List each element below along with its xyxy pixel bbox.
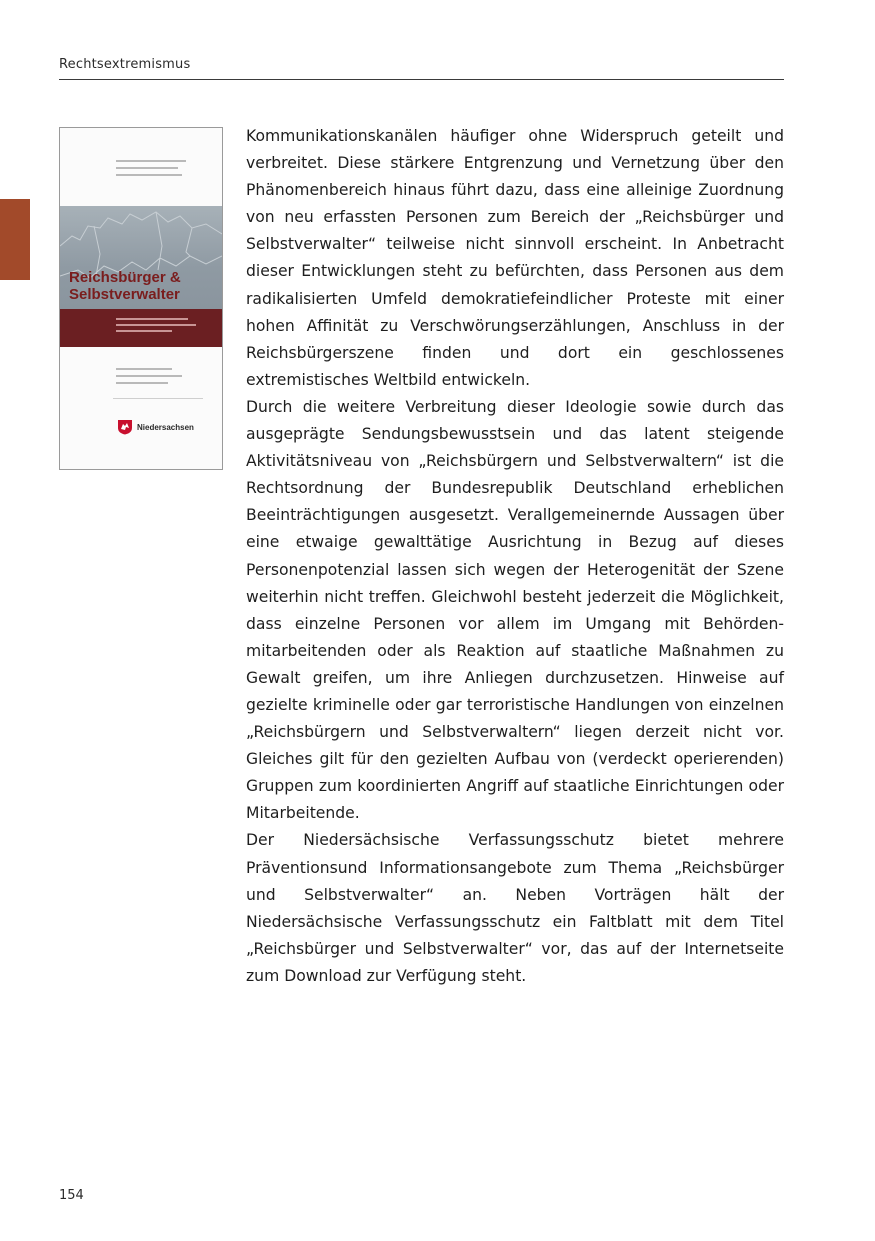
cover-publisher-logo-label: Niedersachsen: [137, 423, 194, 432]
paragraph-2: Durch die weitere Verbreitung dieser Ideologie sowie durch das ausgeprägte Sendungsbewusstsein und das latent steigende Aktivitätsniveau von „Reichsbürgern und Selbstverwaltern“ ist die Rechtsordnung der Bundesrepublik Deutschland erheblichen Beeinträchtigungen ausgesetzt. Verallgemeinernde Aussagen über eine etwaige gewalttätige Ausrichtung in Bezug auf dieses Personenpotenzial lassen sich wegen der Heterogenität der Szene weiterhin nicht treffen. Gleichwohl besteht jederzeit die Möglichkeit, dass einzelne Personen vor allem im Umgang mit Behördenmitarbeitenden oder als Reaktion auf staatliche Maßnahmen zu Gewalt greifen, um ihre Anliegen durchzusetzen. Hinweise auf gezielte kriminelle oder gar terroristische Handlungen von einzelnen „Reichsbürgern und Selbstverwaltern“ liegen derzeit nicht vor. Gleiches gilt für den gezielten Aufbau von (verdeckt operierenden) Gruppen zum koordinierten Angriff auf staatliche Einrichtungen oder Mitarbeitende.: [246, 397, 784, 823]
cover-title: [69, 269, 219, 303]
running-header: Rechtsextremismus: [59, 57, 191, 72]
page-number: 154: [59, 1188, 84, 1203]
cover-divider: [113, 398, 203, 399]
cover-info-text-lines: [116, 368, 186, 389]
paragraph-3: Der Niedersächsische Verfassungsschutz bietet mehrere Präventionsund Informationsangebote zum Thema „Reichsbürger und Selbstverwalter“ an. Neben Vorträgen hält der Niedersächsische Verfassungsschutz ein Faltblatt mit dem Titel „Reichsbürger und Selbstverwalter“ vor, das auf der Internetseite zum Download zur Verfügung steht.: [246, 831, 784, 985]
chapter-side-tab: [0, 199, 30, 280]
cover-title-line-1: Reichsbürger &: [69, 269, 181, 286]
cover-top-text-lines: [116, 160, 206, 181]
cover-title-line-2: Selbstverwalter: [69, 286, 180, 303]
header-rule: [59, 79, 784, 80]
cover-red-band: [60, 309, 222, 347]
paragraph-1: Kommunikationskanälen häufiger ohne Widerspruch geteilt und verbreitet. Diese stärkere Entgrenzung und Vernetzung über den Phänomenbereich hinaus führt dazu, dass eine alleinige Zuordnung von neu erfassten Personen zum Bereich der „Reichsbürger und Selbstverwalter“ teilweise nicht sinnvoll erscheint. In Anbetracht dieser Entwicklungen steht zu befürchten, dass Personen aus dem radikalisierten Umfeld demokratiefeindlicher Proteste mit einer hohen Affinität zu Verschwörungserzählungen, Anschluss in der Reichsbürgerszene finden und dort ein geschlossenes extremistisches Weltbild entwickeln.: [246, 127, 784, 389]
brochure-cover-image: [59, 127, 223, 470]
article-body: [246, 123, 784, 990]
niedersachsen-crest-icon: [117, 419, 133, 435]
